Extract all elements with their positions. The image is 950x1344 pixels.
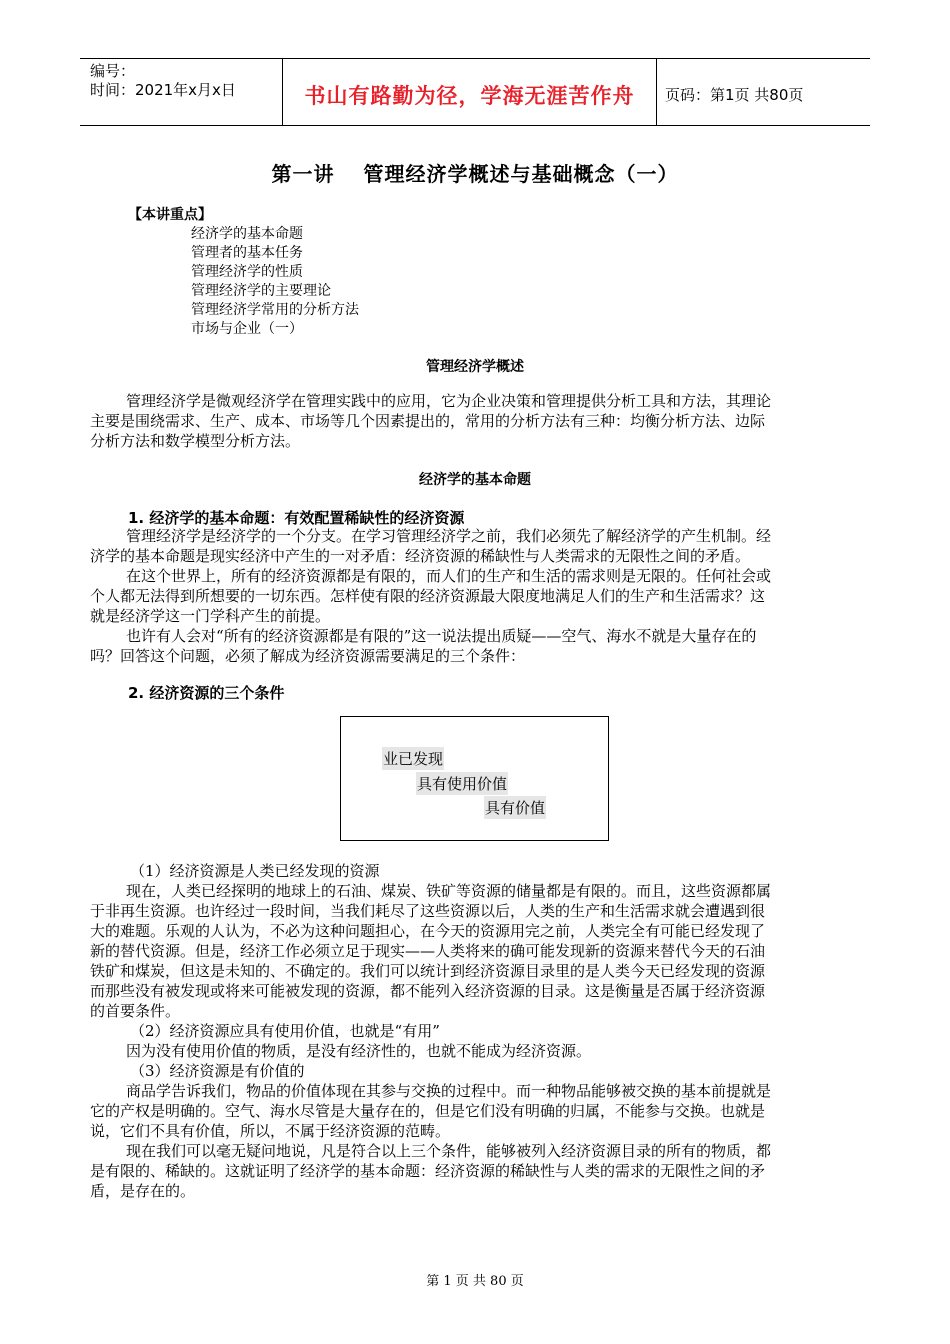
header-motto: 书山有路勤为径，学海无涯苦作舟 — [304, 84, 635, 108]
focus-item: 市场与企业（一） — [191, 321, 303, 337]
focus-label: 【本讲重点】 — [128, 207, 212, 223]
paragraph-line: 而那些没有被发现或将来可能被发现的资源，都不能列入经济资源的目录。这是衡量是否属于经济资源 — [90, 982, 766, 1000]
box-item-value: 具有价值 — [484, 796, 546, 819]
paragraph-line: 于非再生资源。也许经过一段时间，当我们耗尽了这些资源以后，人类的生产和生活需求就会遭遇到很 — [90, 902, 766, 920]
header-top-rule — [80, 58, 870, 59]
overview-paragraph — [90, 391, 860, 451]
basic-paragraph-1 — [90, 526, 860, 566]
focus-item: 管理经济学的性质 — [191, 264, 303, 280]
overview-line: 管理经济学是微观经济学在管理实践中的应用，它为企业决策和管理提供分析工具和方法，其理论 — [126, 392, 772, 410]
paragraph-line: 现在，人类已经探明的地球上的石油、煤炭、铁矿等资源的储量都是有限的。而且，这些资源都属 — [126, 882, 772, 900]
paragraph-line: 也许有人会对“所有的经济资源都是有限的”这一说法提出质疑——空气、海水不就是大量存在的 — [126, 627, 757, 645]
overview-heading: 管理经济学概述 — [426, 359, 524, 375]
basic-heading: 经济学的基本命题 — [419, 472, 531, 488]
overview-line: 主要是围绕需求、生产、成本、市场等几个因素提出的，常用的分析方法有三种：均衡分析方法、边际 — [90, 412, 766, 430]
focus-item: 经济学的基本命题 — [191, 226, 303, 242]
paragraph-line: 现在我们可以毫无疑问地说，凡是符合以上三个条件，能够被列入经济资源目录的所有的物质，都 — [126, 1142, 772, 1160]
paragraph-line: 济学的基本命题是现实经济中产生的一对矛盾：经济资源的稀缺性与人类需求的无限性之间的矛盾。 — [90, 547, 751, 565]
doc-time-label: 时间：2021年x月x日 — [90, 81, 236, 99]
paragraph-line: 管理经济学是经济学的一个分支。在学习管理经济学之前，我们必须先了解经济学的产生机制。经 — [126, 527, 772, 545]
overview-line: 分析方法和数学模型分析方法。 — [90, 432, 301, 450]
focus-item: 管理经济学的主要理论 — [191, 283, 331, 299]
section1-title: 1. 经济学的基本命题：有效配置稀缺性的经济资源 — [128, 509, 465, 527]
condition-1 — [90, 861, 860, 1201]
paragraph-line: 就是经济学这一门学科产生的前提。 — [90, 607, 331, 625]
paragraph-line: 说，它们不具有价值，所以，不属于经济资源的范畴。 — [90, 1122, 451, 1140]
paragraph-line: 商品学告诉我们，物品的价值体现在其参与交换的过程中。而一种物品能够被交换的基本前提就是 — [126, 1082, 772, 1100]
basic-paragraph-3 — [90, 626, 860, 666]
header-bottom-rule — [80, 125, 870, 126]
paragraph-line: 的首要条件。 — [90, 1002, 181, 1020]
condition-2-title: （2）经济资源应具有使用价值，也就是“有用” — [130, 1022, 440, 1040]
paragraph-line: 大的难题。乐观的人认为，不必为这种问题担心，在今天的资源用完之前，人类完全有可能已经发现了 — [90, 922, 766, 940]
page-footer: 第 1 页 共 80 页 — [426, 1274, 524, 1289]
condition-1-title: （1）经济资源是人类已经发现的资源 — [130, 862, 380, 880]
box-item-use-value: 具有使用价值 — [416, 772, 508, 795]
header-meta — [90, 62, 236, 100]
condition-3-title: （3）经济资源是有价值的 — [130, 1062, 305, 1080]
paragraph-line: 因为没有使用价值的物质，是没有经济性的，也就不能成为经济资源。 — [126, 1042, 592, 1060]
paragraph-line: 它的产权是明确的。空气、海水尽管是大量存在的，但是它们没有明确的归属，不能参与交换。也就是 — [90, 1102, 766, 1120]
conditions-box — [340, 716, 609, 841]
header-page-info: 页码：第1页 共80页 — [665, 86, 804, 104]
header-divider-right — [656, 58, 657, 126]
focus-item: 管理者的基本任务 — [191, 245, 303, 261]
paragraph-line: 新的替代资源。但是，经济工作必须立足于现实——人类将来的确可能发现新的资源来替代今天的石油 — [90, 942, 766, 960]
paragraph-line: 是有限的、稀缺的。这就证明了经济学的基本命题：经济资源的稀缺性与人类的需求的无限性之间的矛 — [90, 1162, 766, 1180]
lecture-title: 第一讲 管理经济学概述与基础概念（一） — [271, 162, 679, 186]
section2-title: 2. 经济资源的三个条件 — [128, 684, 285, 702]
focus-item: 管理经济学常用的分析方法 — [191, 302, 359, 318]
header-divider-left — [282, 58, 283, 126]
doc-number-label: 编号： — [90, 62, 136, 80]
paragraph-line: 吗？回答这个问题，必须了解成为经济资源需要满足的三个条件： — [90, 647, 526, 665]
paragraph-line: 在这个世界上，所有的经济资源都是有限的，而人们的生产和生活的需求则是无限的。任何社会或 — [126, 567, 772, 585]
paragraph-line: 盾，是存在的。 — [90, 1182, 196, 1200]
paragraph-line: 铁矿和煤炭，但这是未知的、不确定的。我们可以统计到经济资源目录里的是人类今天已经发现的资源 — [90, 962, 766, 980]
paragraph-line: 个人都无法得到所想要的一切东西。怎样使有限的经济资源最大限度地满足人们的生产和生活需求？这 — [90, 587, 766, 605]
box-item-discovered: 业已发现 — [382, 747, 444, 770]
basic-paragraph-2 — [90, 566, 860, 626]
